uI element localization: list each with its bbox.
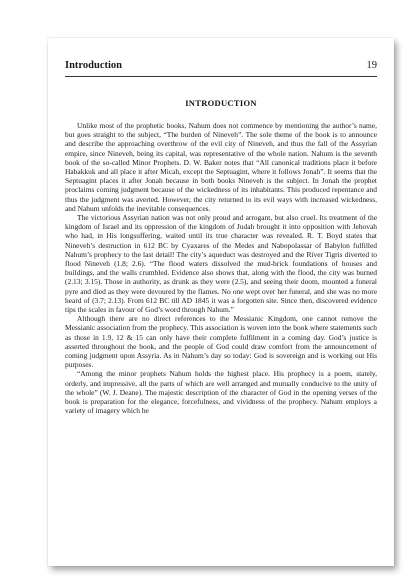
running-head	[65, 60, 377, 71]
paragraph: Unlike most of the prophetic books, Nahum does not commence by mentioning the author’s name, but goes straight to the subject, “The burden of Nineveh”. The sole theme of the book is to announce and describe the approaching overthrow of the evil city of Nineveh, and thus the fall of the Assyrian empire, since Nineveh, being its capital, was representative of the whole nation. Nahum is the seventh book of the so-called Minor Prophets. D. W. Baker notes that “All canonical traditions place it before Habakkuk and all place it after Micah, except the Septuagint, where it follows Jonah”. It seems that the Septuagint places it after Jonah because in both books Nineveh is the subject. In Jonah the prophet proclaims coming judgment because of the wickedness of its inhabitants. This produced repentance and thus the judgment was averted. However, the city returned to its evil ways with increased wickedness, and Nahum unfolds the inevitable consequences.	[65, 121, 377, 213]
body-text	[65, 121, 377, 416]
header-rule	[65, 76, 377, 77]
book-page	[48, 38, 394, 566]
section-title: Introduction	[65, 60, 122, 71]
paragraph: Although there are no direct references to the Messianic Kingdom, one cannot remove the Messianic association from the prophecy. This association is woven into the book where statements such as those in 1.9, 12 & 15 can only have their complete fulfilment in a coming day. God’s justice is asserted throughout the book, and the people of God could draw comfort from the announcement of coming judgment upon Assyria. As in Nahum’s day so today: God is sovereign and is working out His purposes.	[65, 314, 377, 370]
page-number: 19	[366, 60, 377, 71]
paragraph: “Among the minor prophets Nahum holds the highest place. His prophecy is a poem, stately, orderly, and impressive, all the parts of which are well arranged and mutually conducive to the unity of the whole” (W. J. Deane). The majestic description of the character of God in the opening verses of the book is preparation for the elegance, forcefulness, and vividness of the prophecy. Nahum employs a variety of imagery which he	[65, 369, 377, 416]
chapter-heading: INTRODUCTION	[185, 98, 257, 108]
paragraph: The victorious Assyrian nation was not only proud and arrogant, but also cruel. Its treatment of the kingdom of Israel and its oppression of the kingdom of Judah brought it into opposition with Jehovah who had, in His longsuffering, waited until its true character was revealed. R. T. Boyd states that Nineveh’s destruction in 612 BC by Cyaxares of the Medes and Nabopolassar of Babylon fulfilled Nahum’s prophecy to the last detail! The city’s aqueduct was destroyed and the River Tigris diverted to flood Nineveh (1.8; 2.6). “The flood waters dissolved the mud-brick foundations of houses and buildings, and the walls crumbled. Evidence also shows that, along with the flood, the city was burned (2.13; 3.15). Those in authority, as drunk as they were (2.5), and seeing their doom, mounted a funeral pyre and died as they were devoured by the flames. No one wept over her funeral, and she was no more heard of (3.7; 2.13). From 612 BC till AD 1845 it was a forgotten site. Since then, discovered evidence tips the scales in favour of God’s word through Nahum.”	[65, 213, 377, 315]
